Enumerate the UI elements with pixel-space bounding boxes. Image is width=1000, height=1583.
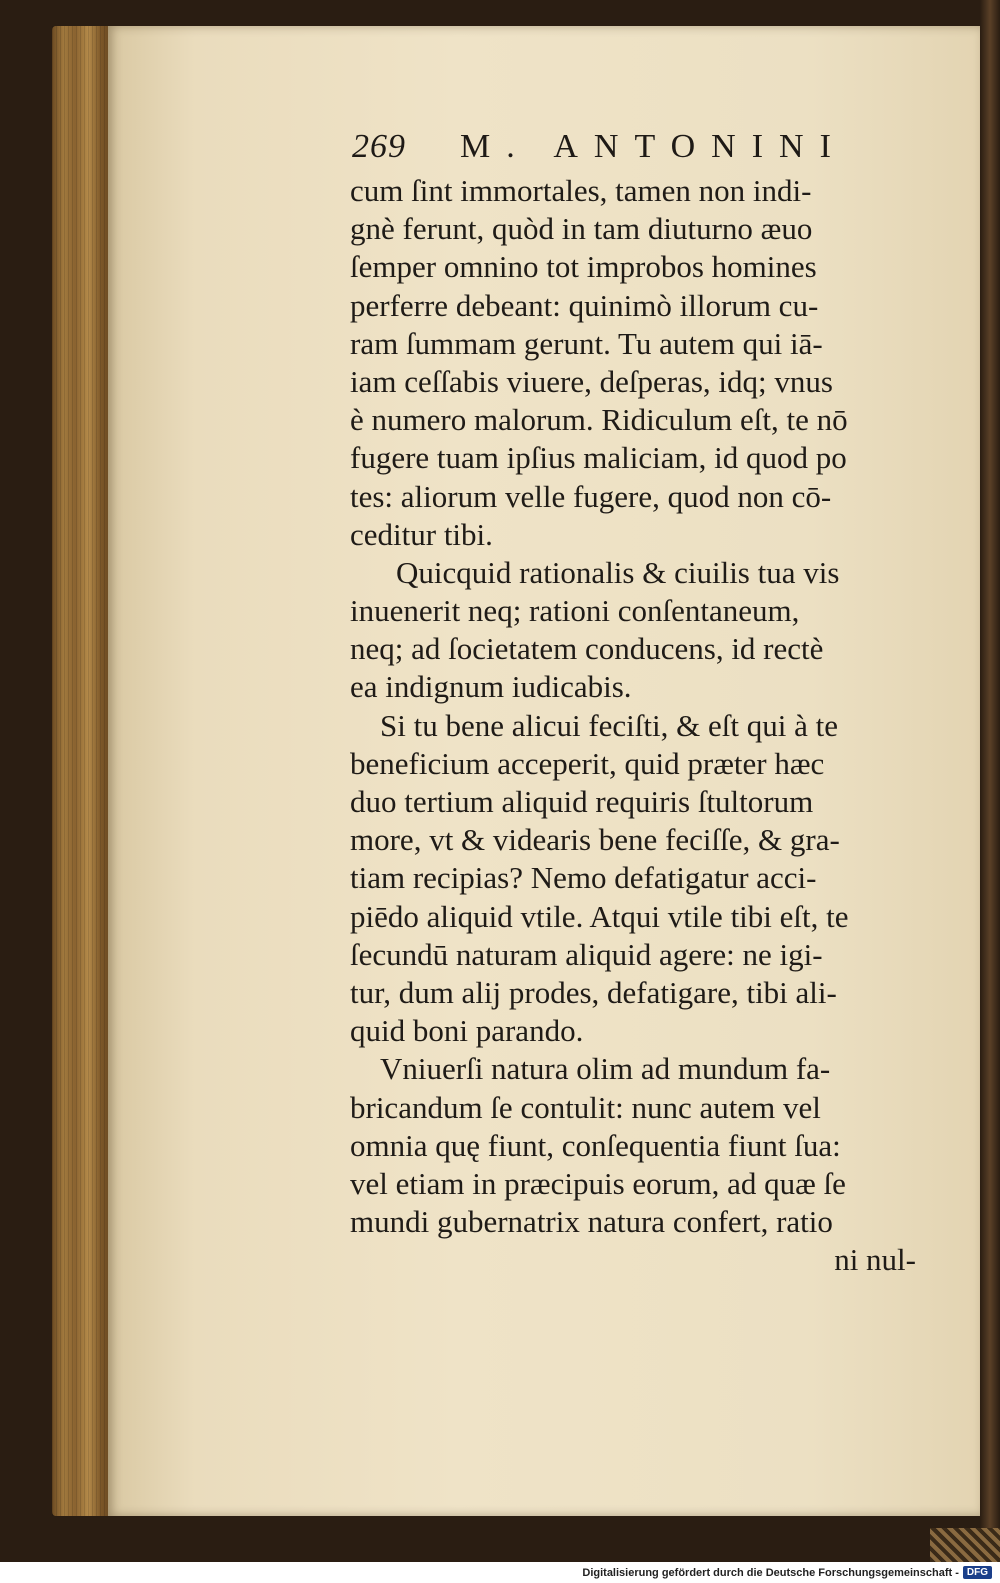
text-line: gnè ferunt, quòd in tam diuturno æuo — [350, 211, 813, 247]
text-line: Vniuerſi natura olim ad mundum fa- — [380, 1051, 831, 1087]
text-line: ſecundū naturam aliquid agere: ne igi- — [350, 936, 823, 972]
text-line: more, vt & videaris bene feciſſe, & gra- — [350, 822, 840, 858]
text-line: tiam recipias? Nemo defatigatur acci- — [350, 860, 817, 896]
page-header — [352, 128, 852, 166]
text-line: fugere tuam ipſius maliciam, id quod po — [350, 440, 847, 476]
text-line: tur, dum alij prodes, defatigare, tibi ali- — [350, 974, 837, 1010]
text-line: ceditur tibi. — [350, 516, 493, 552]
text-line: ea indignum iudicabis. — [350, 669, 632, 705]
page-number: 269 — [352, 128, 406, 165]
text-line: omnia quę fiunt, conſequentia fiunt ſua: — [350, 1127, 841, 1163]
text-line: cum ſint immortales, tamen non indi- — [350, 173, 812, 208]
text-line: piēdo aliquid vtile. Atqui vtile tibi eſt, te — [350, 898, 849, 934]
text-line: duo tertium aliquid requiris ſtultorum — [350, 784, 814, 819]
text-line: ni nul- — [834, 1242, 916, 1278]
text-line: Si tu bene alicui feciſti, & eſt qui à te — [380, 707, 838, 743]
text-line: perferre debeant: quinimò illorum cu- — [350, 287, 819, 323]
text-line: quid boni parando. — [350, 1013, 584, 1049]
text-line: ſemper omnino tot improbos homines — [350, 249, 817, 285]
running-head: M. ANTONINI — [460, 128, 847, 165]
text-line: è numero malorum. Ridiculum eſt, te nō — [350, 402, 848, 438]
text-line: iam ceſſabis viuere, deſperas, idq; vnus — [350, 363, 833, 399]
footer-credit: Digitalisierung gefördert durch die Deutsche Forschungsgemeinschaft - — [582, 1566, 959, 1579]
dfg-logo: DFG — [963, 1566, 992, 1579]
digitization-footer — [0, 1562, 1000, 1583]
body-text — [350, 172, 930, 1279]
text-line: beneficium acceperit, quid præter hæc — [350, 745, 825, 781]
text-line: vel etiam in præcipuis eorum, ad quæ ſe — [350, 1165, 846, 1201]
text-line: mundi gubernatrix natura confert, ratio — [350, 1204, 833, 1240]
text-line: Quicquid rationalis & ciuilis tua vis — [396, 554, 840, 590]
book-spine — [980, 0, 1000, 1562]
text-line: tes: aliorum velle fugere, quod non cō- — [350, 478, 832, 514]
binding-corner — [930, 1528, 1000, 1562]
text-line: ram ſummam gerunt. Tu autem qui iā- — [350, 325, 823, 361]
text-line: neq; ad ſocietatem conducens, id rectè — [350, 631, 824, 667]
text-line: bricandum ſe contulit: nunc autem vel — [350, 1089, 821, 1125]
text-line: inuenerit neq; rationi conſentaneum, — [350, 593, 800, 629]
